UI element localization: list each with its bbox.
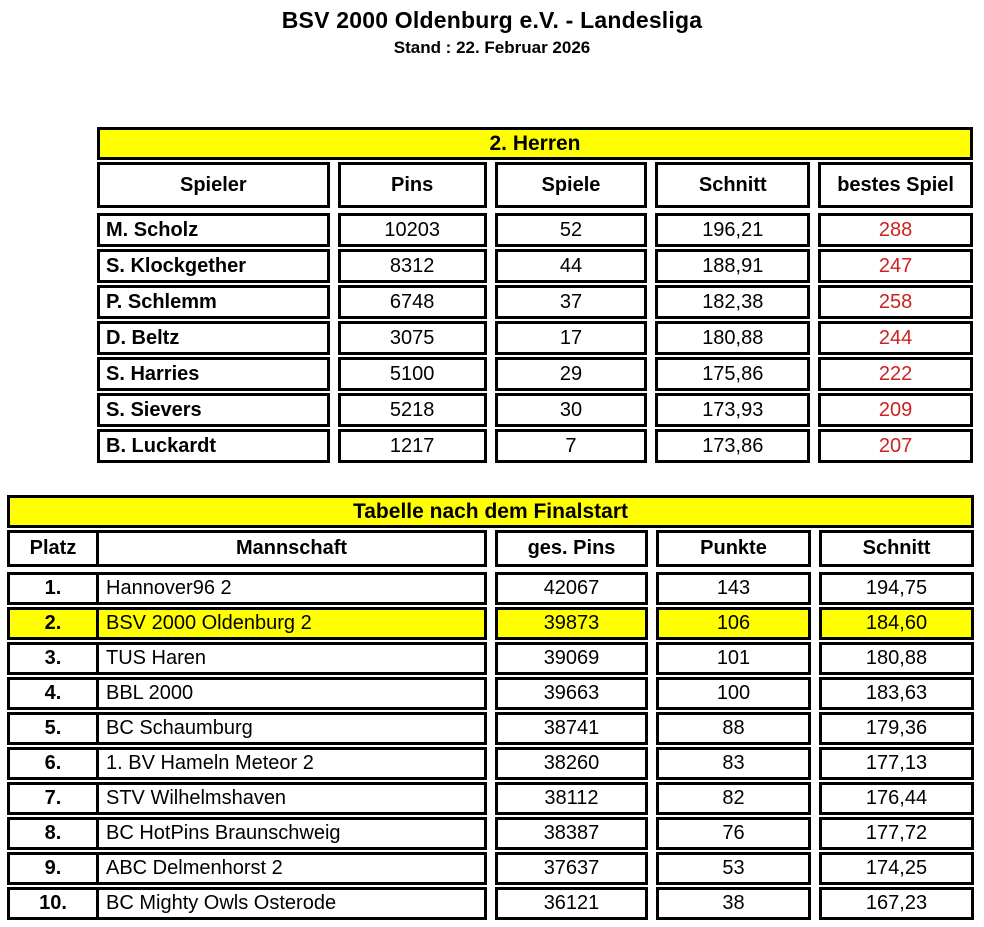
cell-pins: 1217 bbox=[338, 429, 487, 463]
cell-ges-pins: 38112 bbox=[495, 782, 648, 815]
cell-spiele: 7 bbox=[495, 429, 648, 463]
cell-ges-pins: 42067 bbox=[495, 572, 648, 605]
cell-punkte: 100 bbox=[656, 677, 811, 710]
standings-table-header-row bbox=[7, 530, 974, 567]
cell-platz: 7. bbox=[7, 782, 99, 815]
table-row bbox=[7, 677, 974, 710]
cell-mannschaft: BSV 2000 Oldenburg 2 bbox=[99, 607, 487, 640]
cell-punkte: 76 bbox=[656, 817, 811, 850]
table-row bbox=[7, 852, 974, 885]
cell-mannschaft: BC HotPins Braunschweig bbox=[99, 817, 487, 850]
cell-schnitt: 173,93 bbox=[655, 393, 810, 427]
standings-table bbox=[7, 495, 974, 920]
cell-platz: 9. bbox=[7, 852, 99, 885]
cell-platz: 6. bbox=[7, 747, 99, 780]
herren-table-title-row bbox=[97, 127, 973, 160]
cell-platz: 2. bbox=[7, 607, 99, 640]
table-row bbox=[7, 572, 974, 605]
cell-bestes-spiel: 207 bbox=[818, 429, 973, 463]
table-row bbox=[97, 249, 973, 283]
cell-bestes-spiel: 244 bbox=[818, 321, 973, 355]
cell-spieler: S. Sievers bbox=[97, 393, 330, 427]
cell-platz: 1. bbox=[7, 572, 99, 605]
column-header-ges-pins: ges. Pins bbox=[495, 530, 648, 567]
cell-pins: 5218 bbox=[338, 393, 487, 427]
cell-ges-pins: 36121 bbox=[495, 887, 648, 920]
cell-spieler: S. Harries bbox=[97, 357, 330, 391]
cell-spieler: M. Scholz bbox=[97, 213, 330, 247]
cell-schnitt: 180,88 bbox=[819, 642, 974, 675]
cell-punkte: 143 bbox=[656, 572, 811, 605]
cell-punkte: 101 bbox=[656, 642, 811, 675]
cell-ges-pins: 39873 bbox=[495, 607, 648, 640]
cell-platz: 3. bbox=[7, 642, 99, 675]
cell-platz: 4. bbox=[7, 677, 99, 710]
cell-schnitt: 194,75 bbox=[819, 572, 974, 605]
cell-spiele: 44 bbox=[495, 249, 648, 283]
table-row bbox=[97, 429, 973, 463]
cell-punkte: 82 bbox=[656, 782, 811, 815]
cell-mannschaft: Hannover96 2 bbox=[99, 572, 487, 605]
cell-platz: 8. bbox=[7, 817, 99, 850]
herren-table-title: 2. Herren bbox=[97, 127, 973, 160]
cell-spieler: P. Schlemm bbox=[97, 285, 330, 319]
cell-ges-pins: 39069 bbox=[495, 642, 648, 675]
cell-schnitt: 173,86 bbox=[655, 429, 810, 463]
column-header-schnitt: Schnitt bbox=[655, 162, 810, 208]
cell-bestes-spiel: 247 bbox=[818, 249, 973, 283]
table-row bbox=[7, 782, 974, 815]
cell-schnitt: 179,36 bbox=[819, 712, 974, 745]
cell-schnitt: 188,91 bbox=[655, 249, 810, 283]
herren-table bbox=[97, 127, 973, 463]
cell-pins: 8312 bbox=[338, 249, 487, 283]
table-row bbox=[97, 321, 973, 355]
cell-ges-pins: 39663 bbox=[495, 677, 648, 710]
cell-spieler: B. Luckardt bbox=[97, 429, 330, 463]
cell-schnitt: 175,86 bbox=[655, 357, 810, 391]
cell-punkte: 83 bbox=[656, 747, 811, 780]
cell-pins: 3075 bbox=[338, 321, 487, 355]
cell-schnitt: 184,60 bbox=[819, 607, 974, 640]
cell-schnitt: 182,38 bbox=[655, 285, 810, 319]
table-row-highlighted bbox=[7, 607, 974, 640]
cell-pins: 6748 bbox=[338, 285, 487, 319]
page-title: BSV 2000 Oldenburg e.V. - Landesliga bbox=[281, 7, 703, 33]
cell-mannschaft: 1. BV Hameln Meteor 2 bbox=[99, 747, 487, 780]
cell-spiele: 30 bbox=[495, 393, 648, 427]
cell-ges-pins: 38741 bbox=[495, 712, 648, 745]
cell-platz: 5. bbox=[7, 712, 99, 745]
table-row bbox=[97, 285, 973, 319]
cell-ges-pins: 37637 bbox=[495, 852, 648, 885]
cell-mannschaft: ABC Delmenhorst 2 bbox=[99, 852, 487, 885]
cell-ges-pins: 38387 bbox=[495, 817, 648, 850]
cell-schnitt: 177,13 bbox=[819, 747, 974, 780]
cell-ges-pins: 38260 bbox=[495, 747, 648, 780]
cell-spiele: 17 bbox=[495, 321, 648, 355]
table-row bbox=[97, 357, 973, 391]
standings-table-title-row bbox=[7, 495, 974, 528]
cell-mannschaft: BC Mighty Owls Osterode bbox=[99, 887, 487, 920]
cell-mannschaft: STV Wilhelmshaven bbox=[99, 782, 487, 815]
cell-mannschaft: BBL 2000 bbox=[99, 677, 487, 710]
column-header-punkte: Punkte bbox=[656, 530, 811, 567]
cell-schnitt: 177,72 bbox=[819, 817, 974, 850]
table-row bbox=[7, 712, 974, 745]
cell-punkte: 53 bbox=[656, 852, 811, 885]
cell-mannschaft: TUS Haren bbox=[99, 642, 487, 675]
herren-table-header-row bbox=[97, 162, 973, 208]
table-row bbox=[97, 393, 973, 427]
cell-pins: 10203 bbox=[338, 213, 487, 247]
cell-spiele: 52 bbox=[495, 213, 648, 247]
cell-bestes-spiel: 222 bbox=[818, 357, 973, 391]
cell-bestes-spiel: 209 bbox=[818, 393, 973, 427]
cell-pins: 5100 bbox=[338, 357, 487, 391]
cell-platz: 10. bbox=[7, 887, 99, 920]
column-header-spieler: Spieler bbox=[97, 162, 330, 208]
cell-bestes-spiel: 258 bbox=[818, 285, 973, 319]
cell-schnitt: 180,88 bbox=[655, 321, 810, 355]
cell-schnitt: 176,44 bbox=[819, 782, 974, 815]
standings-table-title: Tabelle nach dem Finalstart bbox=[7, 495, 974, 528]
cell-spiele: 29 bbox=[495, 357, 648, 391]
cell-schnitt: 174,25 bbox=[819, 852, 974, 885]
cell-spiele: 37 bbox=[495, 285, 648, 319]
column-header-platz: Platz bbox=[7, 530, 99, 567]
cell-schnitt: 196,21 bbox=[655, 213, 810, 247]
table-row bbox=[7, 747, 974, 780]
column-header-bestes-spiel: bestes Spiel bbox=[818, 162, 973, 208]
table-row bbox=[7, 887, 974, 920]
cell-punkte: 88 bbox=[656, 712, 811, 745]
cell-spieler: D. Beltz bbox=[97, 321, 330, 355]
cell-mannschaft: BC Schaumburg bbox=[99, 712, 487, 745]
cell-punkte: 106 bbox=[656, 607, 811, 640]
cell-schnitt: 183,63 bbox=[819, 677, 974, 710]
cell-bestes-spiel: 288 bbox=[818, 213, 973, 247]
column-header-pins: Pins bbox=[338, 162, 487, 208]
page-subtitle: Stand : 22. Februar 2026 bbox=[393, 38, 591, 57]
column-header-spiele: Spiele bbox=[495, 162, 648, 208]
column-header-mannschaft: Mannschaft bbox=[99, 530, 487, 567]
table-row bbox=[7, 817, 974, 850]
column-header-schnitt: Schnitt bbox=[819, 530, 974, 567]
cell-spieler: S. Klockgether bbox=[97, 249, 330, 283]
table-row bbox=[97, 213, 973, 247]
cell-schnitt: 167,23 bbox=[819, 887, 974, 920]
table-row bbox=[7, 642, 974, 675]
cell-punkte: 38 bbox=[656, 887, 811, 920]
